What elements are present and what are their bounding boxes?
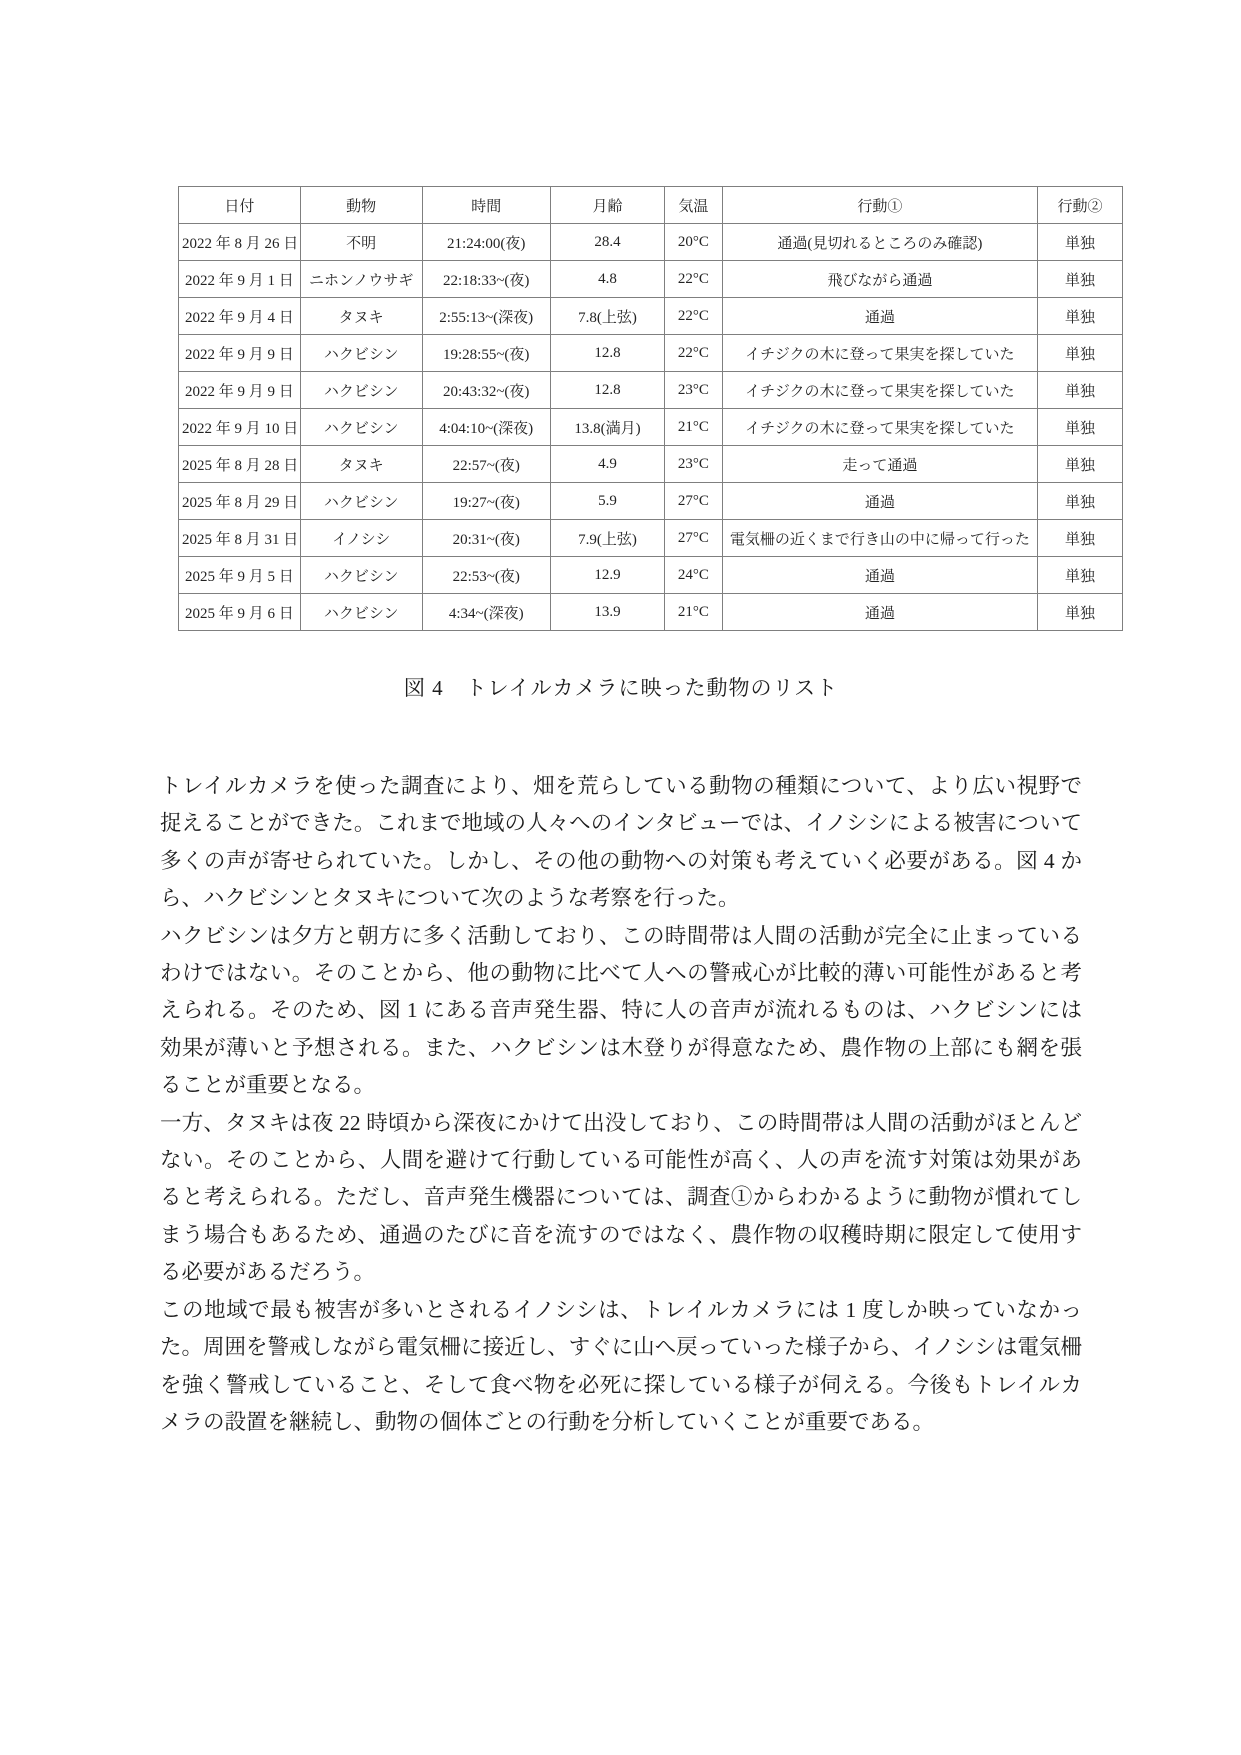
table-cell: 12.8: [550, 372, 664, 409]
table-row: [179, 372, 1123, 409]
table-cell: 単独: [1038, 298, 1123, 335]
table-cell: 走って通過: [722, 446, 1037, 483]
table-cell: ハクビシン: [300, 594, 422, 631]
table-cell: 19:28:55~(夜): [422, 335, 550, 372]
table-header-row: [179, 187, 1123, 224]
column-header: 時間: [422, 187, 550, 224]
table-cell: 単独: [1038, 409, 1123, 446]
table-row: [179, 261, 1123, 298]
table-cell: 単独: [1038, 372, 1123, 409]
table-cell: 2:55:13~(深夜): [422, 298, 550, 335]
table-cell: ハクビシン: [300, 372, 422, 409]
table-cell: 単独: [1038, 557, 1123, 594]
table-cell: 通過(見切れるところのみ確認): [722, 224, 1037, 261]
table-cell: 飛びながら通過: [722, 261, 1037, 298]
table-cell: 20:43:32~(夜): [422, 372, 550, 409]
column-header: 行動①: [722, 187, 1037, 224]
table-cell: ニホンノウサギ: [300, 261, 422, 298]
table-row: [179, 224, 1123, 261]
table-cell: 電気柵の近くまで行き山の中に帰って行った: [722, 520, 1037, 557]
table-cell: 2022 年 8 月 26 日: [179, 224, 301, 261]
table-cell: 2022 年 9 月 10 日: [179, 409, 301, 446]
figure4-caption: 図 4 トレイルカメラに映った動物のリスト: [403, 676, 839, 700]
table-cell: 21:24:00(夜): [422, 224, 550, 261]
table-cell: 20:31~(夜): [422, 520, 550, 557]
table-cell: 5.9: [550, 483, 664, 520]
table-cell: 13.9: [550, 594, 664, 631]
table-cell: 12.9: [550, 557, 664, 594]
table-cell: ハクビシン: [300, 557, 422, 594]
table-cell: 単独: [1038, 594, 1123, 631]
table-cell: 2025 年 9 月 5 日: [179, 557, 301, 594]
table-row: [179, 520, 1123, 557]
table-cell: 通過: [722, 298, 1037, 335]
table-row: [179, 335, 1123, 372]
table-cell: 23°C: [665, 446, 723, 483]
column-header: 日付: [179, 187, 301, 224]
paragraph-2: ハクビシンは夕方と朝方に多く活動しており、この時間帯は人間の活動が完全に止まっているわけではない。そのことから、他の動物に比べて人への警戒心が比較的薄い可能性があると考えられる。そのため、図 1 にある音声発生器、特に人の音声が流れるものは、ハクビシンには効果が薄いと予想される。また、ハクビシンは木登りが得意なため、農作物の上部にも網を張ることが重要となる。: [160, 923, 1082, 1098]
column-header: 行動②: [1038, 187, 1123, 224]
paragraph-4: この地域で最も被害が多いとされるイノシシは、トレイルカメラには 1 度しか映っていなかった。周囲を警戒しながら電気柵に接近し、すぐに山へ戻っていった様子から、イノシシは電気柵を強く警戒していること、そして食べ物を必死に探している様子が伺える。今後もトレイルカメラの設置を継続し、動物の個体ごとの行動を分析していくことが重要である。: [160, 1297, 1082, 1434]
table-cell: ハクビシン: [300, 409, 422, 446]
table-cell: 22°C: [665, 335, 723, 372]
table-cell: ハクビシン: [300, 335, 422, 372]
table-cell: 2022 年 9 月 1 日: [179, 261, 301, 298]
table-cell: 不明: [300, 224, 422, 261]
table-cell: 19:27~(夜): [422, 483, 550, 520]
table-cell: 21°C: [665, 594, 723, 631]
table-cell: 単独: [1038, 446, 1123, 483]
table-row: [179, 446, 1123, 483]
body-text: [160, 768, 1082, 1441]
table-cell: 22:57~(夜): [422, 446, 550, 483]
table-cell: ハクビシン: [300, 483, 422, 520]
table-cell: 2022 年 9 月 4 日: [179, 298, 301, 335]
column-header: 月齢: [550, 187, 664, 224]
table-row: [179, 298, 1123, 335]
table-cell: 4:34~(深夜): [422, 594, 550, 631]
table-row: [179, 409, 1123, 446]
table-cell: 13.8(満月): [550, 409, 664, 446]
table-cell: タヌキ: [300, 298, 422, 335]
table-row: [179, 594, 1123, 631]
paragraph-3: 一方、タヌキは夜 22 時頃から深夜にかけて出没しており、この時間帯は人間の活動がほとんどない。そのことから、人間を避けて行動している可能性が高く、人の声を流す対策は効果があると考えられる。ただし、音声発生機器については、調査①からわかるように動物が慣れてしまう場合もあるため、通過のたびに音を流すのではなく、農作物の収穫時期に限定して使用する必要があるだろう。: [160, 1110, 1082, 1285]
table-cell: 2022 年 9 月 9 日: [179, 335, 301, 372]
table-row: [179, 557, 1123, 594]
table-cell: 24°C: [665, 557, 723, 594]
table-cell: 21°C: [665, 409, 723, 446]
table-cell: 7.8(上弦): [550, 298, 664, 335]
table-cell: 単独: [1038, 261, 1123, 298]
table-cell: 単独: [1038, 224, 1123, 261]
table-cell: 2025 年 8 月 28 日: [179, 446, 301, 483]
table-cell: 通過: [722, 594, 1037, 631]
table-cell: 4.8: [550, 261, 664, 298]
table-cell: 単独: [1038, 520, 1123, 557]
table-cell: 22:18:33~(夜): [422, 261, 550, 298]
paragraph-1: トレイルカメラを使った調査により、畑を荒らしている動物の種類について、より広い視野で捉えることができた。これまで地域の人々へのインタビューでは、イノシシによる被害について多くの声が寄せられていた。しかし、その他の動物への対策も考えていく必要がある。図 4 から、ハクビシンとタヌキについて次のような考察を行った。: [160, 774, 1082, 911]
table-cell: 27°C: [665, 483, 723, 520]
table-cell: 27°C: [665, 520, 723, 557]
table-cell: イノシシ: [300, 520, 422, 557]
table-cell: 22:53~(夜): [422, 557, 550, 594]
table-cell: 2025 年 9 月 6 日: [179, 594, 301, 631]
table-cell: 20°C: [665, 224, 723, 261]
table-row: [179, 483, 1123, 520]
table-cell: 22°C: [665, 298, 723, 335]
table-cell: 23°C: [665, 372, 723, 409]
table-cell: 7.9(上弦): [550, 520, 664, 557]
table-cell: 通過: [722, 557, 1037, 594]
table-cell: 4:04:10~(深夜): [422, 409, 550, 446]
column-header: 動物: [300, 187, 422, 224]
table-cell: 2025 年 8 月 31 日: [179, 520, 301, 557]
table-cell: 12.8: [550, 335, 664, 372]
table-cell: イチジクの木に登って果実を探していた: [722, 372, 1037, 409]
table-cell: 単独: [1038, 483, 1123, 520]
table-cell: 単独: [1038, 335, 1123, 372]
table-cell: 28.4: [550, 224, 664, 261]
table-cell: 4.9: [550, 446, 664, 483]
column-header: 気温: [665, 187, 723, 224]
figure4-animal-table: [178, 186, 1123, 631]
table-cell: 通過: [722, 483, 1037, 520]
table-cell: タヌキ: [300, 446, 422, 483]
table-cell: 2022 年 9 月 9 日: [179, 372, 301, 409]
table-cell: イチジクの木に登って果実を探していた: [722, 409, 1037, 446]
table-cell: 22°C: [665, 261, 723, 298]
table-cell: イチジクの木に登って果実を探していた: [722, 335, 1037, 372]
table-cell: 2025 年 8 月 29 日: [179, 483, 301, 520]
